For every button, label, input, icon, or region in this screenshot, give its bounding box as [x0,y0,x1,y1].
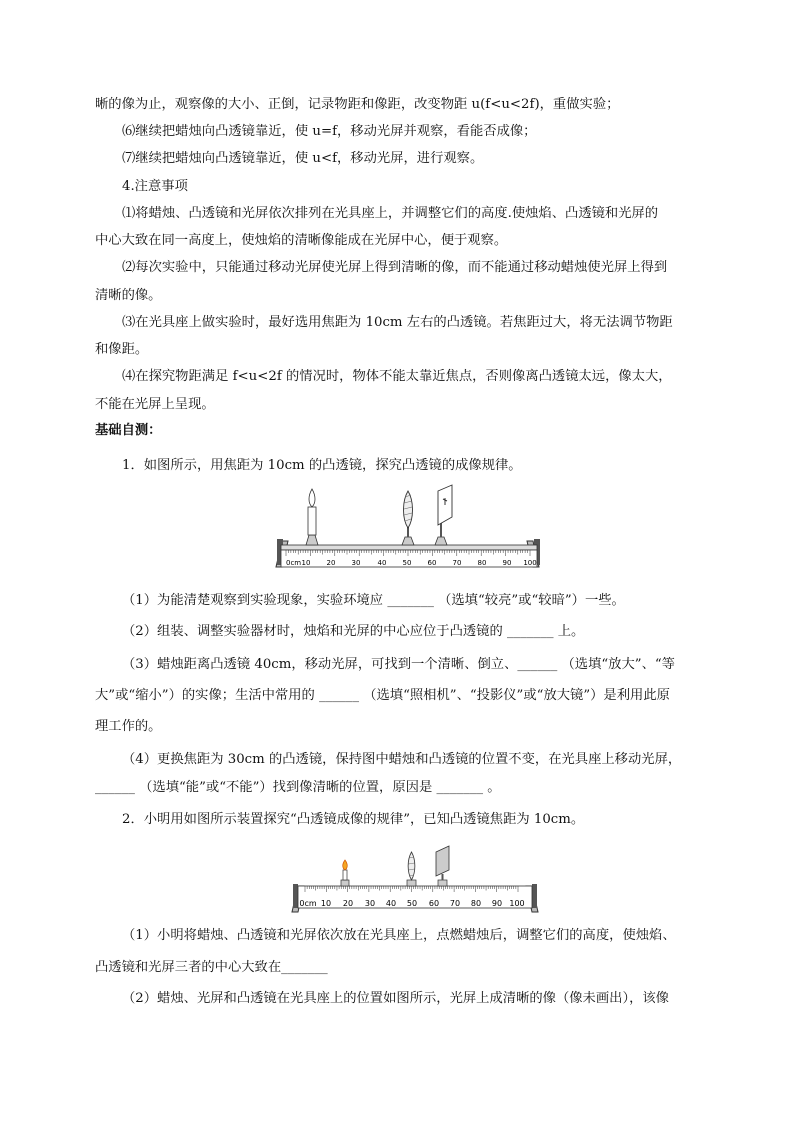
tick-label: 0cm [286,559,302,567]
tick-label: 20 [326,559,336,567]
bench-rail [281,545,537,550]
question-item: （3）蜡烛距离凸透镜 40cm，移动光屏，可找到一个清晰、倒立、______ （选填“放大”、“等 [122,657,675,672]
question-item: ______ （选填“能”或“不能”）找到像清晰的位置，原因是 _______ 。 [95,780,501,795]
text-line: 晰的像为止，观察像的大小、正倒，记录物距和像距，改变物距 u(f<u<2f)，重做实验； [95,97,620,112]
convex-lens [407,852,416,886]
tick-label: 50 [402,559,412,567]
light-screen [435,485,452,545]
question-item: 理工作的。 [95,719,162,734]
tick-label: 10 [301,559,311,567]
tick-label: 50 [406,899,418,908]
flame-icon [343,860,348,870]
text-line: 不能在光屏上呈现。 [95,397,215,412]
tick-label: 90 [502,559,512,567]
text-line: ⑹继续把蜡烛向凸透镜靠近，使 u=f，移动光屏并观察，看能否成像； [122,124,537,139]
tick-label: 90 [491,899,503,908]
question-item: （2）组装、调整实验器材时，烛焰和光屏的中心应位于凸透镜的 _______ 上。 [122,624,585,639]
question-item: （1）为能清楚观察到实验现象，实验环境应 _______ （选填“较亮”或“较暗”）一些。 [122,593,625,608]
tick-label: 70 [449,899,461,908]
question-item: （1）小明将蜡烛、凸透镜和光屏依次放在光具座上，点燃蜡烛后，调整它们的高度，使烛焰、 [122,928,676,943]
text-line: ⑵每次实验中，只能通过移动光屏使光屏上得到清晰的像，而不能通过移动蜡烛使光屏上得到 [122,260,668,275]
tick-label: 20 [342,899,354,908]
candle [341,860,349,886]
tick-label: 60 [428,899,440,908]
text-line: 清晰的像。 [95,288,162,303]
tick-label: 0cm [299,899,317,908]
tick-label: 100 [523,559,537,567]
flame-icon [309,489,315,507]
text-line: ⑺继续把蜡烛向凸透镜靠近，使 u<f，移动光屏，进行观察。 [122,151,484,166]
optical-bench-diagram [262,483,547,585]
convex-lens [402,491,414,545]
bench-left-post [293,884,298,908]
tick-label: 80 [470,899,482,908]
tick-label: 70 [452,559,462,567]
tick-label: 60 [427,559,437,567]
question-title: 2．小明用如图所示装置探究“凸透镜成像的规律”，已知凸透镜焦距为 10cm。 [122,812,585,827]
tick-label: 40 [385,899,397,908]
candle [306,489,318,545]
light-screen [436,846,449,886]
text-line: ⑷在探究物距满足 f<u<2f 的情况时，物体不能太靠近焦点，否则像离凸透镜太远，像太大， [122,369,672,384]
text-line: 中心大致在同一高度上，使烛焰的清晰像能成在光屏中心，便于观察。 [95,233,508,248]
tick-label: 10 [320,899,332,908]
question-item: 大”或“缩小”）的实像；生活中常用的 ______ （选填“照相机”、“投影仪”或“放大镜”）是利用此原 [95,688,670,703]
section-heading: 4.注意事项 [122,179,188,194]
section-heading: 基础自测： [95,423,162,438]
question-title: 1．如图所示，用焦距为 10cm 的凸透镜，探究凸透镜的成像规律。 [122,458,522,473]
optical-bench-diagram [290,838,540,914]
text-line: 和像距。 [95,342,149,357]
text-line: ⑶在光具座上做实验时，最好选用焦距为 10cm 左右的凸透镜。若焦距过大，将无法调节物距 [122,315,673,330]
optical-bench-figure-2 [290,838,540,914]
tick-label: 30 [351,559,361,567]
text-line: ⑴将蜡烛、凸透镜和光屏依次排列在光具座上，并调整它们的高度.使烛焰、凸透镜和光屏的 [122,206,659,221]
question-item: （2）蜡烛、光屏和凸透镜在光具座上的位置如图所示，光屏上成清晰的像（像未画出），该像 [122,991,669,1006]
tick-label: 100 [509,899,525,908]
tick-label: 80 [477,559,487,567]
tick-label: 40 [377,559,387,567]
bench-right-post [532,884,537,908]
tick-label: 30 [364,899,376,908]
question-item: （4）更换焦距为 30cm 的凸透镜，保持图中蜡烛和凸透镜的位置不变，在光具座上移动光屏， [122,752,682,767]
question-item: 凸透镜和光屏三者的中心大致在_______ [95,960,328,975]
optical-bench-figure-1 [262,483,547,585]
